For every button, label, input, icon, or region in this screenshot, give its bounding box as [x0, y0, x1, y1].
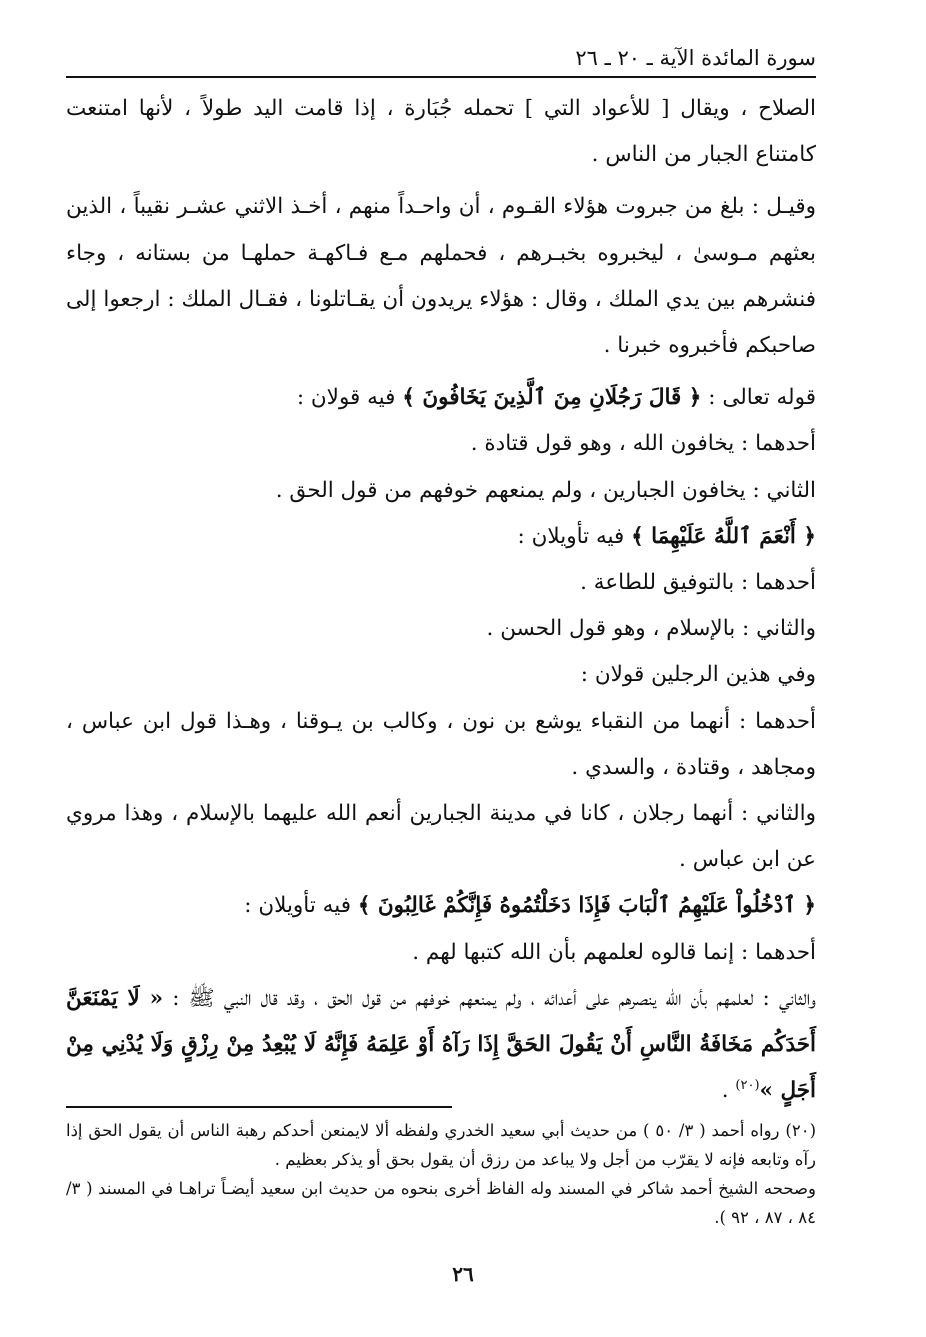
verse-udkhulu-line — [66, 883, 816, 929]
opinion-second: الثاني : يخافون الجبارين ، ولم يمنعهم خوفهم من قول الحق . — [275, 477, 816, 503]
footnote-20-continued: وصححه الشيخ أحمد شاكر في المسند وله الفاظ أخرى بنحوه من حديث ابن سعيد أيضـاً تراهـا في المسند ( ٣/ ٨٤ ، ٨٧ ، ٩٢ ). — [66, 1179, 816, 1227]
verse-udkhulu-intro: فيه تأويلان : — [244, 893, 358, 919]
verse-22-line — [66, 375, 816, 421]
paragraph-jabarut: وقيـل : بلغ من جبروت هؤلاء القـوم ، أن واحـداً منهم ، أخـذ الاثني عشـر نقيباً ، الذين بعثهم مـوسىٰ ، ليخبروه بخبـرهم ، فحملهم مـع فـاكهـة حملهـا من بستانه ، وجاء فنشرهم بين يدي الملك ، وقال : هؤلاء يريدون أن يقـاتلونا ، فقـال الملك : ارجعوا إلى صاحبكم فأخبروه خبرنا . — [66, 194, 816, 359]
quran-verse-rajulan: ﴿ قَالَ رَجُلَانِ مِنَ ٱلَّذِينَ يَخَافُونَ ﴾ — [402, 385, 702, 411]
verse-opinions-intro: فيه قولان : — [296, 385, 403, 411]
men-opinion-second: والثاني : أنهما رجلان ، كانا في مدينة الجبارين أنعم الله عليهما بالإسلام ، وهذا مروي عن ابن عباس . — [66, 801, 816, 873]
footnote-block — [66, 1116, 816, 1232]
verse-anam-line — [66, 514, 816, 560]
footnote-divider — [66, 1106, 452, 1108]
udkhulu-opinion-second — [66, 976, 816, 1115]
sentence-end: . — [721, 1078, 736, 1104]
verse-intro: قوله تعالى : — [701, 385, 816, 411]
men-intro: وفي هذين الرجلين قولان : — [580, 662, 816, 688]
verse-anam-intro: فيه تأويلان : — [517, 523, 632, 549]
footnote-ref[interactable]: (٢٠) — [735, 1078, 760, 1094]
anam-opinion-first: أحدهما : بالتوفيق للطاعة . — [580, 570, 816, 596]
anam-opinion-second: والثاني : بالإسلام ، وهو قول الحسن . — [486, 616, 816, 642]
running-header — [66, 40, 816, 78]
quran-verse-anam: ﴿ أَنْعَمَ ٱللَّهُ عَلَيْهِمَا ﴾ — [631, 523, 816, 549]
hadith-quote: « لَا يَمْنَعَنَّ أَحَدَكُم مَخَافَةُ النَّاسِ أَنْ يَقُولَ الحَقَّ إِذَا رَآهُ أَوْ عَلِمَهُ فَإِنَّهُ لَا يُبْعِدُ مِنْ رِزْقٍ وَلَا يُدْنِي مِنْ أَجَلٍ » — [66, 985, 816, 1104]
main-text — [66, 86, 816, 1114]
header-title: سورة المائدة الآية ـ ٢٠ ـ ٢٦ — [575, 46, 816, 70]
men-opinion-first: أحدهما : أنهما من النقباء يوشع بن نون ، وكالب بن يـوقنا ، وهـذا قول ابن عباس ، ومجاهد ، وقتادة ، والسدي . — [66, 708, 816, 780]
udkhulu-opinion-first: أحدهما : إنما قالوه لعلمهم بأن الله كتبها لهم . — [412, 939, 816, 965]
opinion-text: والثاني : لعلمهم بأن الله ينصرهم على أعدائه ، ولم يمنعهم خوفهم من قول الحق ، وقد قال النبي ﷺ : — [163, 985, 816, 1011]
opinion-first: أحدهما : يخافون الله ، وهو قول قتادة . — [470, 431, 816, 457]
paragraph-salah: الصلاح ، ويقال [ للأعواد التي ] تحمله جُبَارة ، إذا قامت اليد طولاً ، لأنها امتنعت كامتناع الجبار من الناس . — [66, 96, 816, 168]
page-number: ٢٦ — [452, 1262, 474, 1286]
quran-verse-udkhulu: ﴿ ٱدْخُلُواْ عَلَيْهِمُ ٱلْبَابَ فَإِذَا دَخَلْتُمُوهُ فَإِنَّكُمْ غَالِبُونَ ﴾ — [357, 893, 816, 919]
footnote-20: (٢٠) رواه أحمد ( ٣/ ٥٠ ) من حديث أبي سعيد الخدري ولفظه ألا لايمنعن أحدكم رهبة الناس أن يقول الحق إذا رآه وتابعه فإنه لا يقرّب من أجل ولا يباعد من رزق أن يقول بحق أو يذكر بعظيم . — [66, 1121, 816, 1169]
